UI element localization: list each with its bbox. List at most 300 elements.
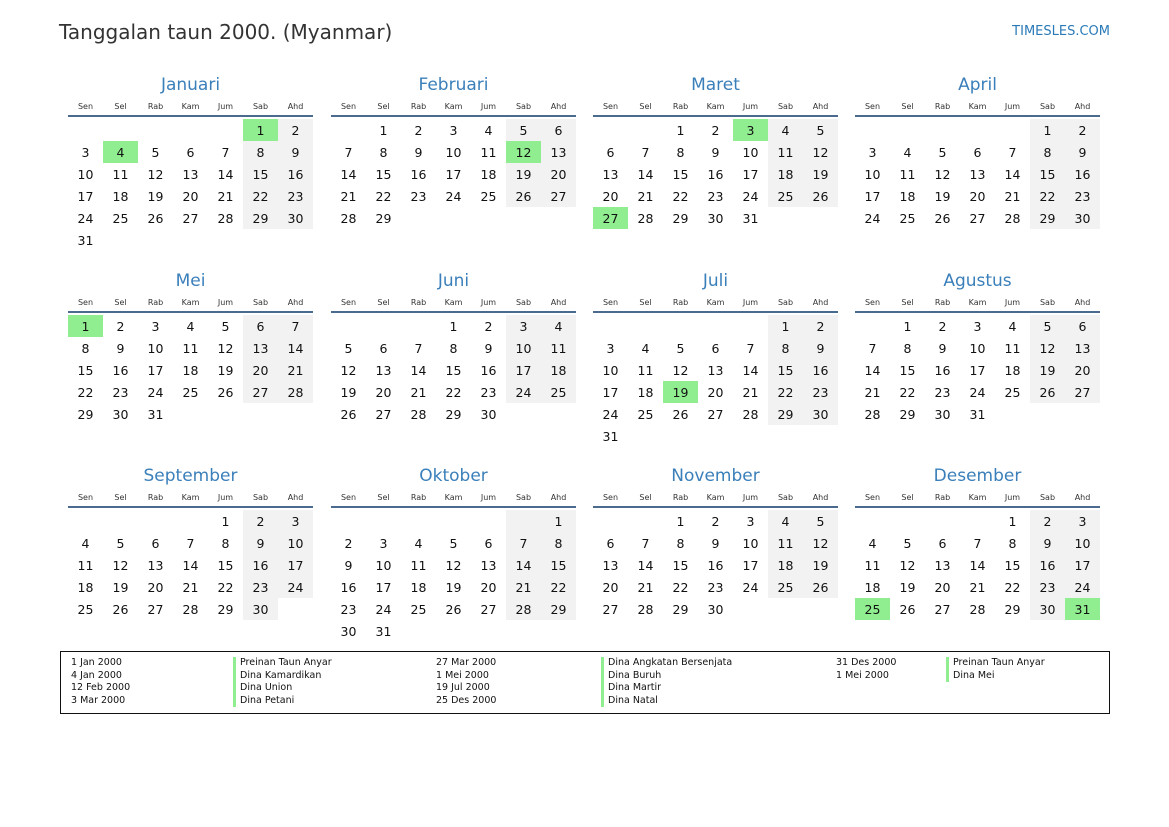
day-cell: 19 (112, 579, 129, 595)
day-cell: 9 (938, 340, 947, 356)
day-cell: 18 (637, 384, 654, 400)
day-cell: 8 (1008, 535, 1017, 551)
weekday-label: Sab (252, 298, 269, 307)
weekday-label: Sel (901, 298, 914, 307)
weekday-label: Sab (777, 102, 794, 111)
weekday-label: Jum (742, 493, 759, 502)
day-cell: 4 (541, 315, 576, 337)
day-cell: 4 (768, 119, 803, 141)
day-cell: 31 (602, 428, 619, 444)
weekday-label: Sen (864, 102, 881, 111)
day-cell: 16 (278, 163, 313, 185)
site-link[interactable]: TIMESLES.COM (1012, 24, 1110, 39)
weekday-label: Jum (217, 298, 234, 307)
day-cell: 9 (1030, 532, 1065, 554)
day-cell: 1 (449, 318, 458, 334)
day-cell: 24 (969, 384, 986, 400)
day-cell: 9 (344, 557, 353, 573)
day-cell: 15 (672, 166, 689, 182)
day-cell: 15 (1004, 557, 1021, 573)
day-cell: 24 (742, 188, 759, 204)
day-cell: 3 (81, 144, 90, 160)
weekday-header (855, 492, 1100, 508)
day-cell: 15 (77, 362, 94, 378)
weekday-label: Sel (377, 298, 390, 307)
day-cell: 8 (449, 340, 458, 356)
day-cell: 26 (1030, 381, 1065, 403)
day-cell: 17 (602, 384, 619, 400)
day-cell: 10 (742, 535, 759, 551)
day-cell: 22 (768, 381, 803, 403)
weekday-label: Jum (217, 493, 234, 502)
day-cell: 3 (733, 119, 768, 141)
empty-cell (855, 119, 890, 141)
weekday-header (855, 101, 1100, 117)
day-cell: 8 (768, 337, 803, 359)
day-cell: 14 (969, 557, 986, 573)
weekday-label: Sen (602, 298, 619, 307)
day-cell: 14 (340, 166, 357, 182)
legend-holiday-name: Dina Petani (233, 695, 294, 708)
day-cell: 17 (375, 579, 392, 595)
day-cell: 2 (803, 315, 838, 337)
empty-cell (628, 510, 663, 532)
day-cell: 24 (602, 406, 619, 422)
month-name: Desember (933, 466, 1022, 486)
day-cell: 15 (445, 362, 462, 378)
day-cell: 13 (375, 362, 392, 378)
day-cell: 23 (410, 188, 427, 204)
day-cell: 18 (541, 359, 576, 381)
day-cell: 5 (506, 119, 541, 141)
day-cell: 26 (340, 406, 357, 422)
empty-cell (401, 510, 436, 532)
day-cell: 5 (903, 535, 912, 551)
day-cell: 28 (1004, 210, 1021, 226)
legend-holiday-name: Preinan Taun Anyar (946, 657, 1045, 670)
day-cell: 30 (480, 406, 497, 422)
empty-cell (138, 119, 173, 141)
day-cell: 14 (506, 554, 541, 576)
legend-date: 25 Des 2000 (436, 694, 497, 706)
day-cell: 17 (506, 359, 541, 381)
weekday-label: Sel (114, 493, 127, 502)
day-cell: 16 (340, 579, 357, 595)
day-cell: 28 (340, 210, 357, 226)
day-cell: 24 (742, 579, 759, 595)
day-cell: 26 (803, 576, 838, 598)
weekday-label: Kam (706, 493, 725, 502)
day-cell: 19 (803, 163, 838, 185)
day-cell: 27 (182, 210, 199, 226)
weekday-label: Kam (968, 493, 987, 502)
day-cell: 22 (672, 188, 689, 204)
day-cell: 4 (641, 340, 650, 356)
day-cell: 2 (711, 122, 720, 138)
month-name: Juli (702, 271, 729, 291)
day-cell: 4 (81, 535, 90, 551)
day-cell: 25 (410, 601, 427, 617)
day-cell: 6 (1065, 315, 1100, 337)
month-block (593, 464, 838, 620)
day-cell: 6 (484, 535, 493, 551)
day-grid (331, 315, 576, 425)
empty-cell (103, 119, 138, 141)
day-cell: 6 (606, 535, 615, 551)
day-cell: 3 (746, 513, 755, 529)
day-cell: 20 (602, 188, 619, 204)
day-cell: 8 (81, 340, 90, 356)
weekday-label: Kam (706, 102, 725, 111)
weekday-label: Sen (340, 102, 357, 111)
weekday-label: Kam (181, 493, 200, 502)
empty-cell (890, 510, 925, 532)
day-cell: 7 (344, 144, 353, 160)
legend-date: 31 Des 2000 (836, 657, 897, 668)
legend-holiday-name: Dina Union (233, 682, 292, 695)
weekday-label: Ahd (1074, 298, 1091, 307)
day-cell: 30 (707, 601, 724, 617)
day-cell: 29 (243, 207, 278, 229)
day-cell: 2 (116, 318, 125, 334)
weekday-label: Ahd (1074, 102, 1091, 111)
day-cell: 25 (182, 384, 199, 400)
day-cell: 20 (541, 163, 576, 185)
day-cell: 9 (711, 535, 720, 551)
day-cell: 22 (243, 185, 278, 207)
day-cell: 24 (445, 188, 462, 204)
day-cell: 20 (934, 579, 951, 595)
day-cell: 11 (541, 337, 576, 359)
day-cell: 19 (934, 188, 951, 204)
day-cell: 16 (1065, 163, 1100, 185)
weekday-label: Sen (77, 102, 94, 111)
weekday-label: Ahd (287, 493, 304, 502)
day-cell: 16 (480, 362, 497, 378)
day-cell: 13 (182, 166, 199, 182)
day-cell: 7 (221, 144, 230, 160)
day-cell: 29 (672, 601, 689, 617)
day-cell: 23 (934, 384, 951, 400)
day-cell: 5 (151, 144, 160, 160)
day-cell: 4 (1008, 318, 1017, 334)
day-cell: 16 (243, 554, 278, 576)
weekday-label: Jum (480, 493, 497, 502)
day-cell: 28 (278, 381, 313, 403)
day-cell: 1 (68, 315, 103, 337)
day-cell: 21 (410, 384, 427, 400)
weekday-label: Kam (181, 298, 200, 307)
day-cell: 2 (243, 510, 278, 532)
day-cell: 15 (243, 163, 278, 185)
empty-cell (733, 315, 768, 337)
day-cell: 10 (147, 340, 164, 356)
weekday-label: Jum (742, 298, 759, 307)
day-cell: 16 (410, 166, 427, 182)
day-cell: 30 (340, 623, 357, 639)
day-cell: 27 (541, 185, 576, 207)
day-cell: 11 (182, 340, 199, 356)
day-cell: 23 (340, 601, 357, 617)
empty-cell (436, 510, 471, 532)
weekday-label: Rab (934, 493, 951, 502)
day-cell: 11 (77, 557, 94, 573)
day-cell: 3 (868, 144, 877, 160)
day-cell: 17 (77, 188, 94, 204)
weekday-header (593, 297, 838, 313)
empty-cell (593, 315, 628, 337)
day-cell: 10 (506, 337, 541, 359)
day-cell: 2 (711, 513, 720, 529)
day-cell: 20 (707, 384, 724, 400)
day-cell: 7 (641, 144, 650, 160)
empty-cell (925, 510, 960, 532)
weekday-label: Sab (515, 493, 532, 502)
day-cell: 25 (112, 210, 129, 226)
day-cell: 10 (602, 362, 619, 378)
weekday-label: Sab (1039, 298, 1056, 307)
day-cell: 27 (593, 207, 628, 229)
weekday-header (331, 101, 576, 117)
month-block (331, 269, 576, 425)
legend-date: 12 Feb 2000 (71, 682, 131, 694)
day-cell: 27 (969, 210, 986, 226)
day-cell: 4 (186, 318, 195, 334)
day-cell: 25 (637, 406, 654, 422)
weekday-header (593, 101, 838, 117)
empty-cell (628, 119, 663, 141)
empty-cell (471, 510, 506, 532)
day-cell: 21 (217, 188, 234, 204)
day-cell: 5 (449, 535, 458, 551)
weekday-label: Sen (340, 298, 357, 307)
day-cell: 10 (1065, 532, 1100, 554)
day-cell: 8 (903, 340, 912, 356)
day-cell: 12 (147, 166, 164, 182)
weekday-label: Sel (639, 102, 652, 111)
day-cell: 7 (868, 340, 877, 356)
legend-holiday-name: Dina Mei (946, 670, 995, 683)
day-cell: 21 (637, 188, 654, 204)
empty-cell (103, 510, 138, 532)
day-cell: 13 (934, 557, 951, 573)
day-cell: 11 (899, 166, 916, 182)
day-cell: 1 (768, 315, 803, 337)
weekday-label: Rab (410, 493, 427, 502)
day-cell: 14 (410, 362, 427, 378)
day-cell: 11 (768, 532, 803, 554)
day-grid (593, 510, 838, 620)
day-cell: 30 (243, 598, 278, 620)
weekday-label: Kam (444, 102, 463, 111)
day-cell: 18 (1004, 362, 1021, 378)
legend-holiday-name: Dina Buruh (601, 670, 661, 683)
day-cell: 25 (1004, 384, 1021, 400)
day-cell: 10 (969, 340, 986, 356)
month-block (855, 464, 1100, 620)
empty-cell (366, 315, 401, 337)
weekday-label: Sab (777, 298, 794, 307)
legend-holiday-name: Preinan Taun Anyar (233, 657, 332, 670)
day-cell: 19 (663, 381, 698, 403)
day-cell: 29 (1030, 207, 1065, 229)
day-cell: 7 (506, 532, 541, 554)
day-cell: 12 (899, 557, 916, 573)
empty-cell (925, 119, 960, 141)
day-cell: 5 (344, 340, 353, 356)
day-cell: 24 (1065, 576, 1100, 598)
day-cell: 12 (1030, 337, 1065, 359)
day-cell: 28 (410, 406, 427, 422)
day-cell: 13 (969, 166, 986, 182)
day-cell: 10 (77, 166, 94, 182)
day-cell: 4 (768, 510, 803, 532)
weekday-header (593, 492, 838, 508)
day-cell: 20 (182, 188, 199, 204)
weekday-label: Ahd (550, 493, 567, 502)
day-cell: 27 (480, 601, 497, 617)
day-cell: 13 (243, 337, 278, 359)
day-cell: 1 (1008, 513, 1017, 529)
day-cell: 23 (480, 384, 497, 400)
day-cell: 12 (672, 362, 689, 378)
day-grid (331, 119, 576, 229)
day-cell: 24 (506, 381, 541, 403)
day-cell: 15 (672, 557, 689, 573)
month-block (68, 73, 313, 251)
weekday-label: Sen (77, 298, 94, 307)
weekday-label: Sen (864, 493, 881, 502)
day-cell: 10 (278, 532, 313, 554)
day-cell: 27 (707, 406, 724, 422)
weekday-label: Sen (602, 493, 619, 502)
weekday-header (331, 492, 576, 508)
day-cell: 21 (182, 579, 199, 595)
weekday-label: Rab (147, 102, 164, 111)
weekday-label: Ahd (550, 102, 567, 111)
empty-cell (628, 315, 663, 337)
day-cell: 2 (484, 318, 493, 334)
empty-cell (366, 510, 401, 532)
day-cell: 4 (868, 535, 877, 551)
day-cell: 13 (1065, 337, 1100, 359)
day-cell: 11 (112, 166, 129, 182)
day-cell: 2 (344, 535, 353, 551)
month-block (593, 73, 838, 229)
day-cell: 5 (116, 535, 125, 551)
day-cell: 3 (151, 318, 160, 334)
day-cell: 23 (803, 381, 838, 403)
day-cell: 10 (375, 557, 392, 573)
day-cell: 21 (1004, 188, 1021, 204)
day-cell: 20 (969, 188, 986, 204)
day-cell: 12 (217, 340, 234, 356)
empty-cell (855, 510, 890, 532)
weekday-label: Rab (672, 102, 689, 111)
day-cell: 13 (602, 557, 619, 573)
day-cell: 7 (641, 535, 650, 551)
empty-cell (960, 119, 995, 141)
day-cell: 17 (147, 362, 164, 378)
day-cell: 5 (803, 510, 838, 532)
empty-cell (890, 119, 925, 141)
day-cell: 23 (1030, 576, 1065, 598)
day-cell: 22 (217, 579, 234, 595)
day-cell: 28 (637, 601, 654, 617)
day-cell: 19 (899, 579, 916, 595)
legend-date: 19 Jul 2000 (436, 682, 490, 694)
month-block (331, 464, 576, 642)
day-cell: 17 (742, 166, 759, 182)
day-cell: 24 (278, 576, 313, 598)
weekday-label: Kam (706, 298, 725, 307)
day-cell: 22 (541, 576, 576, 598)
day-cell: 6 (186, 144, 195, 160)
weekday-label: Kam (444, 493, 463, 502)
day-cell: 25 (768, 185, 803, 207)
day-cell: 30 (278, 207, 313, 229)
day-cell: 22 (899, 384, 916, 400)
weekday-label: Sen (340, 493, 357, 502)
month-name: Juni (437, 271, 470, 291)
day-cell: 17 (1065, 554, 1100, 576)
legend-date: 1 Mei 2000 (436, 669, 489, 681)
day-cell: 15 (217, 557, 234, 573)
day-cell: 10 (864, 166, 881, 182)
empty-cell (173, 119, 208, 141)
day-cell: 24 (147, 384, 164, 400)
weekday-header (68, 297, 313, 313)
day-cell: 22 (77, 384, 94, 400)
empty-cell (208, 119, 243, 141)
day-cell: 21 (506, 576, 541, 598)
day-cell: 7 (414, 340, 423, 356)
day-cell: 31 (147, 406, 164, 422)
day-cell: 23 (243, 576, 278, 598)
day-cell: 25 (480, 188, 497, 204)
day-cell: 2 (414, 122, 423, 138)
day-cell: 27 (243, 381, 278, 403)
day-cell: 7 (278, 315, 313, 337)
weekday-label: Sab (515, 298, 532, 307)
legend-date: 1 Mei 2000 (836, 669, 889, 681)
day-cell: 14 (637, 166, 654, 182)
day-cell: 14 (182, 557, 199, 573)
day-cell: 1 (379, 122, 388, 138)
day-cell: 18 (410, 579, 427, 595)
weekday-label: Sab (515, 102, 532, 111)
day-cell: 19 (506, 163, 541, 185)
legend-holiday-name: Dina Angkatan Bersenjata (601, 657, 732, 670)
day-cell: 26 (899, 601, 916, 617)
day-cell: 26 (934, 210, 951, 226)
day-cell: 7 (186, 535, 195, 551)
day-cell: 4 (484, 122, 493, 138)
empty-cell (68, 119, 103, 141)
day-cell: 9 (803, 337, 838, 359)
day-cell: 5 (676, 340, 685, 356)
day-cell: 7 (973, 535, 982, 551)
day-cell: 13 (480, 557, 497, 573)
empty-cell (331, 315, 366, 337)
day-cell: 29 (541, 598, 576, 620)
day-cell: 25 (855, 598, 890, 620)
weekday-label: Kam (968, 102, 987, 111)
day-cell: 29 (375, 210, 392, 226)
day-cell: 28 (864, 406, 881, 422)
month-block (855, 73, 1100, 229)
day-cell: 2 (1030, 510, 1065, 532)
